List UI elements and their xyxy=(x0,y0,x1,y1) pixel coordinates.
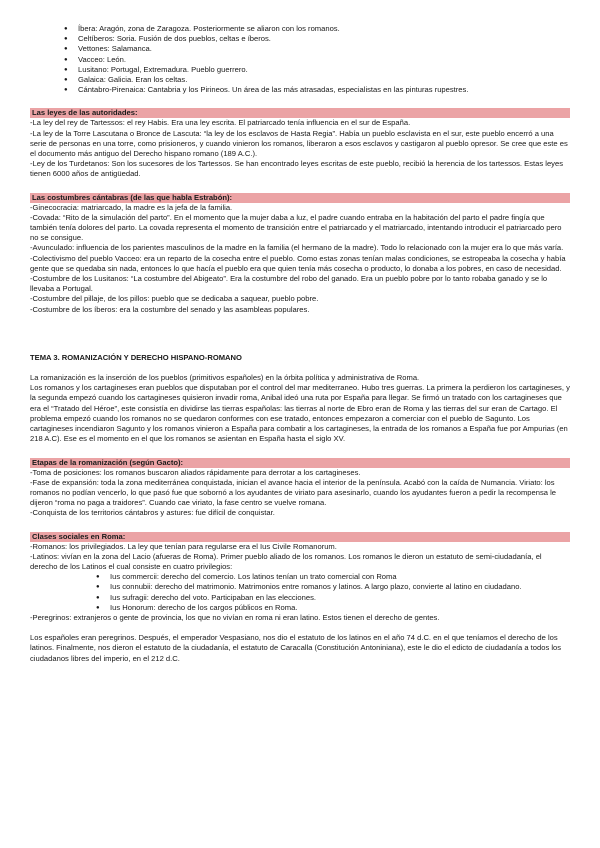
paragraph: -Fase de expansión: toda la zona mediterránea conquistada, inician el avance hacia el interior de la península. Acabó con la caída de Numancia. Viriato: los romanos no podían vencerlo, lo que pasó fue que sobornó a los ayudantes de viriato para asesinarlo, cuando los ayudantes fueron a pedir la recompensa le dijeron “roma no paga a traidores”. Cuando cae viriato, la fase centro se vuelve romana. xyxy=(30,477,557,508)
paragraph: -Costumbre de los Lusitanos: “La costumbre del Abigeato”. Era la costumbre del robo del ganado. Era un pueblo pobre por lo tanto robaba ganado y se lo llevaba a Portugal. xyxy=(30,274,548,294)
list-item: ● Cántabro-Pirenaica: Cantabria y los Pirineos. Un área de las más atrasadas, especialistas en las pinturas rupestres. xyxy=(64,85,570,95)
paragraph: -La ley del rey de Tartessos: el rey Habis. Era una ley escrita. El patriarcado tenía influencia en el sur de España. xyxy=(30,118,411,128)
list-item: ● Ius connubii: derecho del matrimonio. Matrimonios entre romanos y latinos. A largo plazo, convierte al latino en ciudadano. xyxy=(96,582,570,592)
paragraph: -Peregrinos: extranjeros o gente de provincia, los que no vivían en roma ni eran latino. Estos tienen el derecho de gentes. xyxy=(30,612,440,622)
list-item: ● Ius Honorum: derecho de los cargos públicos en Roma. xyxy=(96,603,570,613)
section-heading-clases: Clases sociales en Roma: xyxy=(30,532,570,542)
paragraph: -Costumbre del pillaje, de los pillos: pueblo que se dedicaba a saquear, pueblo pobre. xyxy=(30,294,319,304)
paragraph: -Latinos: vivían en la zona del Lacio (afueras de Roma). Primer pueblo aliado de los romanos. Los romanos le dieron un estatuto de semi-ciudadanía, el derecho de los Latinos el cual consiste en cuatro privilegios: xyxy=(30,551,542,571)
list-item: ● Vacceo: León. xyxy=(64,55,570,65)
privilegios-list xyxy=(30,572,570,613)
section-heading-etapas: Etapas de la romanización (según Gacto): xyxy=(30,458,570,468)
list-item: ● Galaica: Galicia. Eran los celtas. xyxy=(64,75,570,85)
list-item: ● Íbera: Aragón, zona de Zaragoza. Posteriormente se aliaron con los romanos. xyxy=(64,24,570,34)
pueblos-list xyxy=(30,24,570,95)
list-item: ● Vettones: Salamanca. xyxy=(64,44,570,54)
section-heading-costumbres: Las costumbres cántabras (de las que habla Estrabón): xyxy=(30,193,570,203)
list-item: ● Ius commercii: derecho del comercio. Los latinos tenían un trato comercial con Roma xyxy=(96,572,570,582)
paragraph: -Toma de posiciones: los romanos buscaron aliados rápidamente para derrotar a los cartagineses. xyxy=(30,467,361,477)
paragraph: -Costumbre de los íberos: era la costumbre del senado y las asambleas populares. xyxy=(30,304,310,314)
list-item: ● Lusitano: Portugal, Extremadura. Pueblo guerrero. xyxy=(64,65,570,75)
paragraph: -Conquista de los territorios cántabros y astures: fue difícil de conquistar. xyxy=(30,508,275,518)
paragraph: -Romanos: los privilegiados. La ley que tenían para regularse era el Ius Civile Romanorum. xyxy=(30,541,337,551)
paragraph: -Colectivismo del pueblo Vacceo: era un reparto de la cosecha entre el pueblo. Como estas zonas tenían malas condiciones, se estropeaba la cosecha y había gente que se quedaba sin nada, entonces lo que hacía el pueblo era que quien tenía más cosecha o producto, lo donaba a los pobres, en caso de necesidad. xyxy=(30,253,566,273)
tema-title: TEMA 3. ROMANIZACIÓN Y DERECHO HISPANO-ROMANO xyxy=(30,352,242,362)
list-item: ● Celtíberos: Soria. Fusión de dos pueblos, celtas e íberos. xyxy=(64,34,570,44)
list-item: ● Ius sufragii: derecho del voto. Participaban en las elecciones. xyxy=(96,593,570,603)
paragraph: -Covada: “Rito de la simulación del parto”. En el momento que la mujer daba a luz, el padre cuando entraba en la habitación del parto el padre fingía que también tenía dolores del parto. La covada representa el momento de transición entre el patriarcado y el matriarcado, intentando introducir el patriarcado pero no se consigue. xyxy=(30,212,562,243)
paragraph: -La ley de la Torre Lascutana o Bronce de Lascuta: “la ley de los esclavos de Hasta Regia”. Había un pueblo esclavista en el sur, este pueblo encerró a una serie de personas en una torre, como prisioneros, y cuando vinieron los romanos, liberaron a esos esclavos y castigaron al pueblo opresor. Se cree que este es el documento más antiguo del Derecho hispano romano (189 A.C.). xyxy=(30,128,568,159)
paragraph: -Ley de los Turdetanos: Son los sucesores de los Tartessos. Se han encontrado leyes escritas de este pueblo, recibió la herencia de los tartessos. Estas leyes tienen 6000 años de antigüedad. xyxy=(30,159,563,179)
section-heading-leyes: Las leyes de las autoridades: xyxy=(30,108,570,118)
paragraph: Los españoles eran peregrinos. Después, el emperador Vespasiano, nos dio el estatuto de los latinos en el año 74 d.C. en el que teníamos el derecho de los latinos. Finalmente, nos dieron el estatuto de la ciudadanía, el estatuto de Caracalla (Constitución Antoniniana), este le dio el edicto de ciudadanía a todos los ciudadanos libres del imperio, en el 212 d.C. xyxy=(30,633,562,663)
paragraph: -Ginecocracia: matriarcado, la madre es la jefa de la familia. xyxy=(30,202,233,212)
document-page xyxy=(30,24,570,664)
paragraph: Los romanos y los cartagineses eran pueblos que disputaban por el control del mar mediterraneo. Hubo tres guerras. La primera la perdieron los cartagineses, y la segunda empezó cuando los cartagineses quisieron invadir roma, Anibal ideó una ruta por España para llegar. Se firmó un tratado con los cartagineses que era el “Tratado del Héroe”, este consistía en dividirse las tierras españolas: las tierras al norte de Ebro eran de Roma y las tierras del sur eran de Cartago. El problema empezó cuando los romanos no se quedaron conformes con ese tratado, entonces empezaron a comerciar con el pueblo de Sagunto. Los cartagineses incendiaron Sagunto y los romanos vinieron a España para combatir a los cartagineses, la entrada de los romanos a España fue por Ampurias (en 218 A.C). Ese es el momento en el que los romanos se asientan en España hasta el siglo XV. xyxy=(30,383,570,444)
paragraph: -Avunculado: influencia de los parientes masculinos de la madre en la familia (el hermano de la madre). Todo lo relacionado con la mujer era lo que más varía. xyxy=(30,243,564,253)
paragraph: La romanización es la inserción de los pueblos (primitivos españoles) en la órbita política y administrativa de Roma. xyxy=(30,373,420,383)
